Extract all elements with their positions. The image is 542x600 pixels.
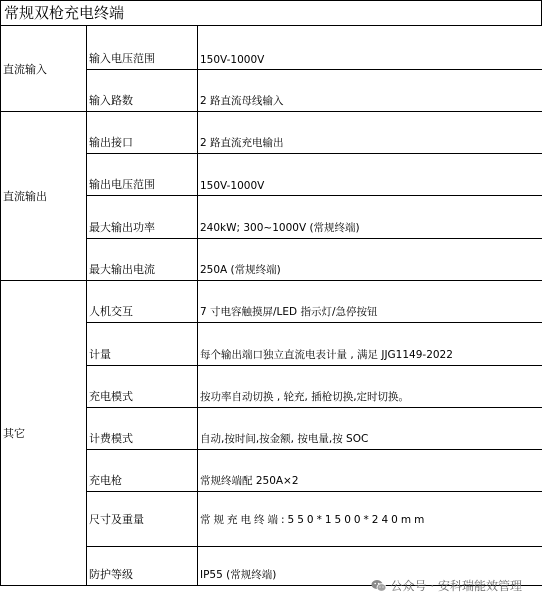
wechat-icon [371,578,387,594]
row-label: 人机交互 [87,281,198,323]
category-dc-output: 直流输出 [1,112,87,281]
row-value: 240kW; 300~1000V (常规终端) [198,196,542,239]
category-dc-input: 直流输入 [1,26,87,112]
row-value: 自动,按时间,按金额, 按电量,按 SOC [198,408,542,450]
row-label: 输出电压范围 [87,154,198,196]
row-label: 最大输出电流 [87,239,198,281]
spec-table [0,25,542,586]
page-title: 常规双枪充电终端 [0,0,542,26]
table-row [1,281,542,323]
row-value: 2 路直流充电输出 [198,112,542,154]
row-value: 250A (常规终端) [198,239,542,281]
watermark [371,577,522,594]
row-label: 尺寸及重量 [87,492,198,547]
row-label: 防护等级 [87,547,198,586]
row-value: 150V-1000V [198,26,542,70]
row-label: 计量 [87,323,198,366]
row-label: 计费模式 [87,408,198,450]
watermark-text: 公众号 · 安科瑞能效管理 [390,579,522,593]
row-value: 7 寸电容触摸屏/LED 指示灯/急停按钮 [198,281,542,323]
row-value: 常规充电终端:550*1500*240mm [198,492,542,547]
table-row [1,26,542,70]
row-value: 150V-1000V [198,154,542,196]
row-value: 常规终端配 250A×2 [198,450,542,492]
row-label: 输入路数 [87,70,198,112]
row-value: IP55 (常规终端) [198,547,542,586]
row-value: 2 路直流母线输入 [198,70,542,112]
row-label: 输入电压范围 [87,26,198,70]
row-label: 输出接口 [87,112,198,154]
row-value: 每个输出端口独立直流电表计量 , 满足 JJG1149-2022 [198,323,542,366]
row-label: 充电模式 [87,366,198,408]
table-row [1,112,542,154]
row-label: 最大输出功率 [87,196,198,239]
row-value: 按功率自动切换 , 轮充, 插枪切换,定时切换。 [198,366,542,408]
category-other: 其它 [1,281,87,586]
row-label: 充电枪 [87,450,198,492]
